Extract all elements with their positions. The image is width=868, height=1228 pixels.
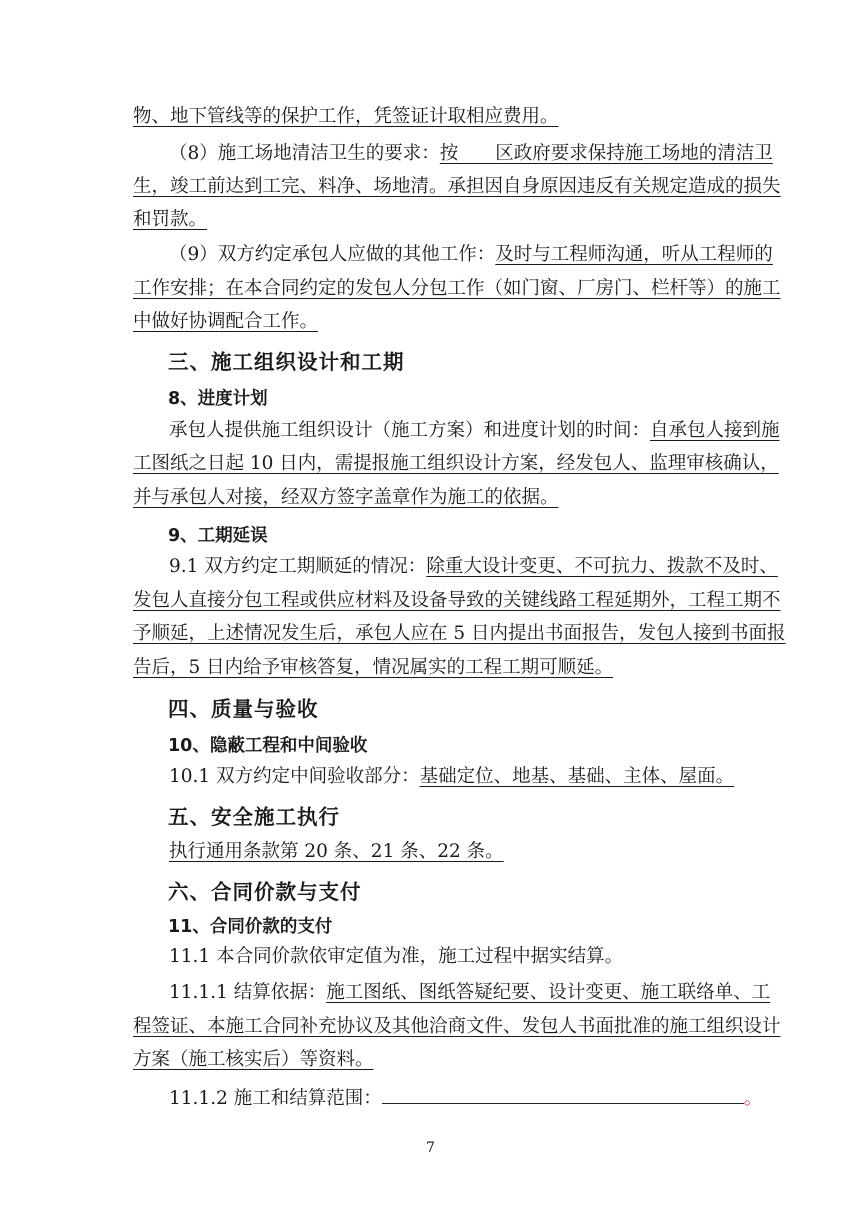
subsection-heading: 11、合同价款的支付 — [168, 917, 333, 937]
paragraph-line — [169, 841, 504, 863]
paragraph-line — [133, 1049, 374, 1071]
underlined-text: 物、地下管线等的保护工作，凭签证计取相应费用。 — [133, 106, 559, 127]
subsection-heading: 9、工期延误 — [168, 526, 268, 546]
underlined-text: 自承包人接到施 — [650, 420, 780, 441]
paragraph-line — [133, 453, 779, 475]
paragraph-line — [133, 209, 207, 231]
underlined-text: 和罚款。 — [133, 209, 208, 230]
underlined-text: 基础定位、地基、基础、主体、屋面。 — [419, 766, 735, 787]
clause-label: 承包人提供施工组织设计（施工方案）和进度计划的时间： — [169, 420, 651, 441]
underlined-text: 程签证、本施工合同补充协议及其他洽商文件、发包人书面批准的施工组织设计 — [133, 1016, 781, 1037]
clause-11-1-2 — [169, 1085, 762, 1110]
clause-label: 10.1 双方约定中间验收部分： — [169, 766, 420, 787]
red-period: 。 — [743, 1088, 763, 1109]
clause-8 — [169, 143, 773, 165]
paragraph-line — [133, 623, 786, 645]
subsection-heading: 8、进度计划 — [168, 389, 268, 409]
paragraph-line — [133, 657, 613, 679]
clause-10-1 — [169, 766, 734, 788]
page-number: 7 — [426, 1140, 435, 1156]
underlined-text: 按 区政府要求保持施工场地的清洁卫 — [439, 143, 773, 164]
section-heading: 六、合同价款与支付 — [168, 880, 362, 904]
underlined-text: 及时与工程师沟通，听从工程师的 — [495, 244, 773, 265]
section-heading: 五、安全施工执行 — [168, 805, 340, 829]
underlined-text: 施工图纸、图纸答疑纪要、设计变更、施工联络单、工 — [326, 982, 771, 1003]
clause-label: （8）施工场地清洁卫生的要求： — [169, 143, 440, 164]
clause-label: 9.1 双方约定工期顺延的情况： — [169, 556, 427, 577]
underlined-text: 方案（施工核实后）等资料。 — [133, 1049, 374, 1070]
clause-11-1 — [169, 946, 623, 968]
paragraph-line — [133, 106, 559, 128]
underlined-text: 发包人直接分包工程或供应材料及设备导致的关键线路工程延期外，工程工期不 — [133, 590, 781, 611]
clause-text: 11.1 本合同价款依审定值为准，施工过程中据实结算。 — [169, 946, 624, 967]
paragraph-line — [133, 311, 318, 333]
clause-11-1-1 — [169, 982, 770, 1004]
clause-9-1 — [169, 556, 778, 578]
paragraph-line — [133, 278, 781, 300]
paragraph-line — [133, 487, 559, 509]
clause-label: （9）双方约定承包人应做的其他工作： — [169, 244, 496, 265]
underlined-text: 执行通用条款第 20 条、21 条、22 条。 — [169, 841, 504, 862]
clause-label: 11.1.1 结算依据： — [169, 982, 327, 1003]
underlined-text: 中做好协调配合工作。 — [133, 311, 319, 332]
section-heading: 三、施工组织设计和工期 — [168, 350, 405, 374]
subsection-heading: 10、隐蔽工程和中间验收 — [168, 736, 368, 756]
underlined-text: 并与承包人对接，经双方签字盖章作为施工的依据。 — [133, 487, 559, 508]
clause-8-text — [169, 420, 780, 442]
underlined-text: 工作安排；在本合同约定的发包人分包工作（如门窗、厂房门、栏杆等）的施工 — [133, 278, 781, 299]
underlined-text: 生，竣工前达到工完、料净、场地清。承担因自身原因违反有关规定造成的损失 — [133, 176, 781, 197]
clause-9 — [169, 244, 773, 266]
paragraph-line — [133, 590, 781, 612]
underlined-text: 予顺延，上述情况发生后，承包人应在 5 日内提出书面报告，发包人接到书面报 — [133, 623, 786, 644]
underlined-text: 告后，5 日内给予审核答复，情况属实的工程工期可顺延。 — [133, 657, 614, 678]
clause-label: 11.1.2 施工和结算范围： — [169, 1088, 382, 1109]
underlined-text: 工图纸之日起 10 日内，需提报施工组织设计方案，经发包人、监理审核确认， — [133, 453, 779, 474]
paragraph-line — [133, 176, 781, 198]
fill-in-blank[interactable] — [382, 1085, 744, 1104]
paragraph-line — [133, 1016, 781, 1038]
section-heading: 四、质量与验收 — [168, 697, 319, 721]
underlined-text: 除重大设计变更、不可抗力、拨款不及时、 — [426, 556, 778, 577]
